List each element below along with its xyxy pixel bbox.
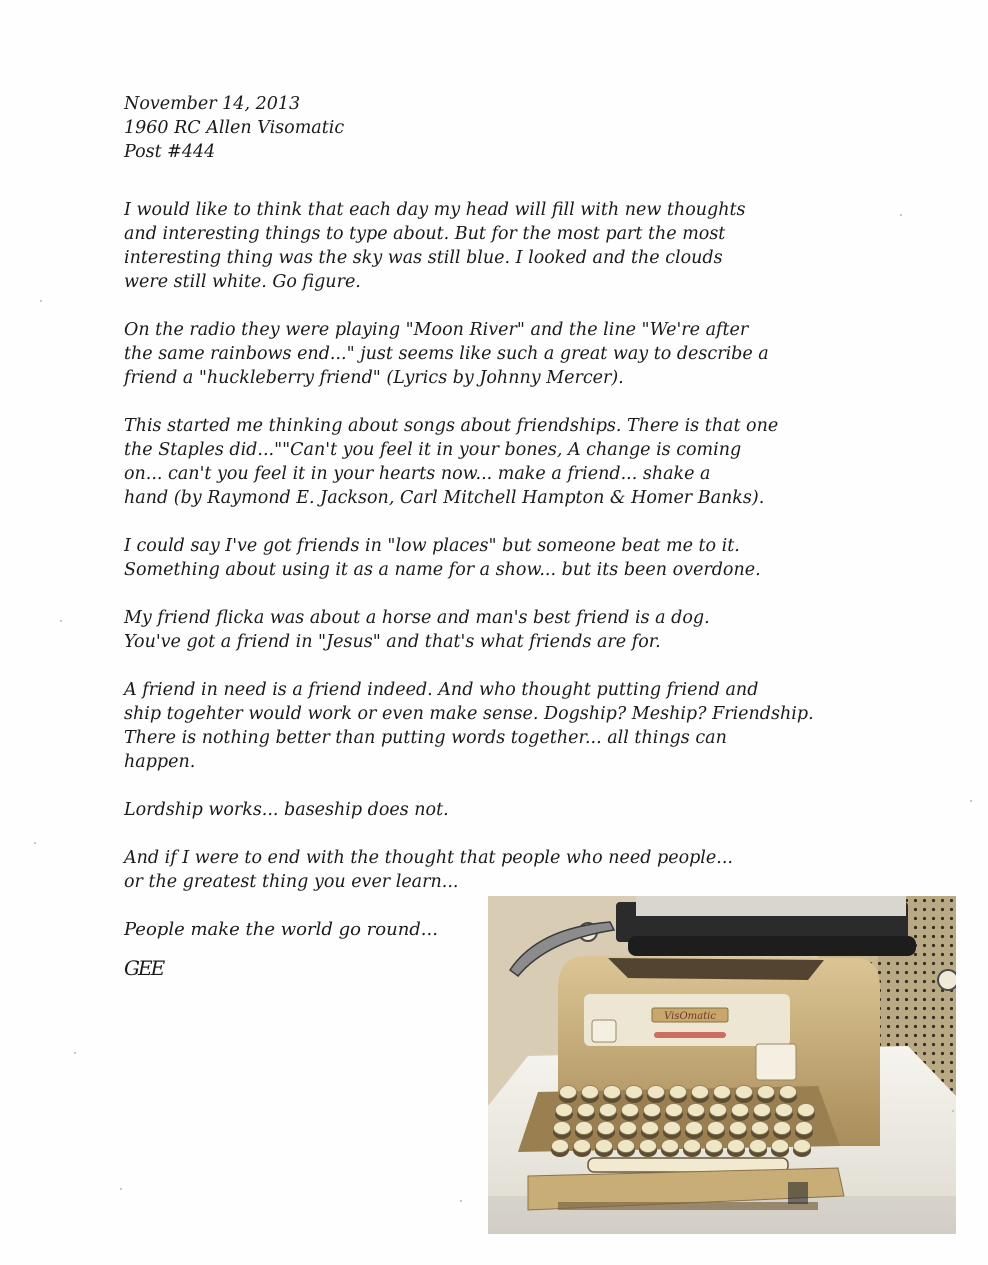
letter-paragraphs [124, 198, 844, 894]
paragraph-line: And if I were to end with the thought that people who need people... [124, 848, 733, 868]
paragraph [124, 318, 844, 390]
platen [628, 936, 916, 956]
letter-header [124, 92, 844, 164]
margin-indicator [654, 1032, 726, 1038]
right-knob [938, 970, 956, 990]
post-number: Post #444 [124, 142, 216, 162]
typewriter-key [798, 1104, 815, 1117]
paragraph-line: happen. [124, 752, 196, 772]
paragraph [124, 414, 844, 510]
left-tab-control [592, 1020, 616, 1042]
typewriter-key [620, 1122, 637, 1135]
paragraph-line: interesting thing was the sky was still blue. I looked and the clouds [124, 248, 723, 268]
paragraph-line: and interesting things to type about. But for the most part the most [124, 224, 726, 244]
typewriter-key [662, 1140, 679, 1153]
paragraph-line: You've got a friend in "Jesus" and that's what friends are for. [124, 632, 661, 652]
paragraph [124, 606, 844, 654]
typewriter-key [714, 1086, 731, 1099]
typebar-opening [608, 958, 824, 980]
visomatic-badge-text: VisOmatic [664, 1011, 716, 1022]
paragraph [124, 798, 844, 822]
paper-speck [40, 300, 42, 302]
paper-speck [952, 1110, 954, 1112]
typewriter-key [686, 1122, 703, 1135]
paper-speck [120, 1188, 122, 1190]
right-tab-control [756, 1044, 796, 1080]
typewriter-key [780, 1086, 797, 1099]
paragraph-line: There is nothing better than putting words together... all things can [124, 728, 727, 748]
paragraph-line: I could say I've got friends in "low places" but someone beat me to it. [124, 536, 740, 556]
typewriter-key [794, 1140, 811, 1153]
typewriter-key [640, 1140, 657, 1153]
paragraph-line: ship togehter would work or even make sense. Dogship? Meship? Friendship. [124, 704, 814, 724]
signature: GEE [124, 956, 164, 980]
typewriter-key [670, 1086, 687, 1099]
typewriter-key [758, 1086, 775, 1099]
typewriter-key [552, 1140, 569, 1153]
typewriter-key [776, 1104, 793, 1117]
typewriter-key [730, 1122, 747, 1135]
paragraph-line: Lordship works... baseship does not. [124, 800, 449, 820]
typewriter-key [688, 1104, 705, 1117]
typewriter-key [560, 1086, 577, 1099]
paragraph-line: I would like to think that each day my head will fill with new thoughts [124, 200, 746, 220]
paper-speck [900, 214, 902, 216]
paper-speck [460, 1200, 462, 1202]
foot [788, 1182, 808, 1204]
typewriter-key [728, 1140, 745, 1153]
paper-speck [970, 800, 972, 802]
paper-speck [34, 842, 36, 844]
paragraph [124, 198, 844, 294]
typewriter-key [574, 1140, 591, 1153]
typewriter-key [750, 1140, 767, 1153]
paragraph-line: On the radio they were playing "Moon River" and the line "We're after [124, 320, 749, 340]
paragraph-line: on... can't you feel it in your hearts now... make a friend... shake a [124, 464, 711, 484]
typewriter-image [488, 896, 956, 1234]
typewriter-key [664, 1122, 681, 1135]
paragraph [124, 846, 844, 894]
paragraph-line: hand (by Raymond E. Jackson, Carl Mitchell Hampton & Homer Banks). [124, 488, 765, 508]
typewriter-key [710, 1104, 727, 1117]
typewriter-key [666, 1104, 683, 1117]
typewriter-key [692, 1086, 709, 1099]
typewriter-key [708, 1122, 725, 1135]
typewriter-key [554, 1122, 571, 1135]
typewriter-key [576, 1122, 593, 1135]
typewriter-photo [488, 896, 956, 1234]
paragraph-line: friend a "huckleberry friend" (Lyrics by Johnny Mercer). [124, 368, 624, 388]
paper-guide [636, 896, 906, 916]
typewriter-key [582, 1086, 599, 1099]
paragraph-line: or the greatest thing you ever learn... [124, 872, 459, 892]
typewriter-key [598, 1122, 615, 1135]
paragraph [124, 678, 844, 774]
letter-date: November 14, 2013 [124, 94, 301, 114]
typewriter-key [644, 1104, 661, 1117]
typewriter-key [578, 1104, 595, 1117]
typewriter-model: 1960 RC Allen Visomatic [124, 118, 345, 138]
paragraph-line: Something about using it as a name for a show... but its been overdone. [124, 560, 761, 580]
paragraph [124, 534, 844, 582]
paper-speck [74, 1052, 76, 1054]
typewriter-key [648, 1086, 665, 1099]
typewriter-key [774, 1122, 791, 1135]
typewriter-key [752, 1122, 769, 1135]
paper-speck [60, 620, 62, 622]
paragraph-line: My friend flicka was about a horse and man's best friend is a dog. [124, 608, 710, 628]
typewriter-key [626, 1086, 643, 1099]
closing-line: People make the world go round... [124, 919, 438, 940]
typewriter-key [754, 1104, 771, 1117]
paragraph-line: This started me thinking about songs about friendships. There is that one [124, 416, 779, 436]
typewriter-key [556, 1104, 573, 1117]
typewriter-key [596, 1140, 613, 1153]
typewriter-key [604, 1086, 621, 1099]
typewriter-key [622, 1104, 639, 1117]
paragraph-line: were still white. Go figure. [124, 272, 361, 292]
paragraph-line: A friend in need is a friend indeed. And who thought putting friend and [124, 680, 759, 700]
typewriter-key [796, 1122, 813, 1135]
typewriter-key [772, 1140, 789, 1153]
paragraph-line: the same rainbows end..." just seems like such a great way to describe a [124, 344, 769, 364]
typewriter-key [736, 1086, 753, 1099]
typewriter-key [706, 1140, 723, 1153]
typewriter-key [732, 1104, 749, 1117]
typewriter-key [618, 1140, 635, 1153]
letter-body [124, 92, 844, 980]
typewriter-key [642, 1122, 659, 1135]
typewriter-key [684, 1140, 701, 1153]
paragraph-line: the Staples did...""Can't you feel it in your bones, A change is coming [124, 440, 742, 460]
typewriter-key [600, 1104, 617, 1117]
